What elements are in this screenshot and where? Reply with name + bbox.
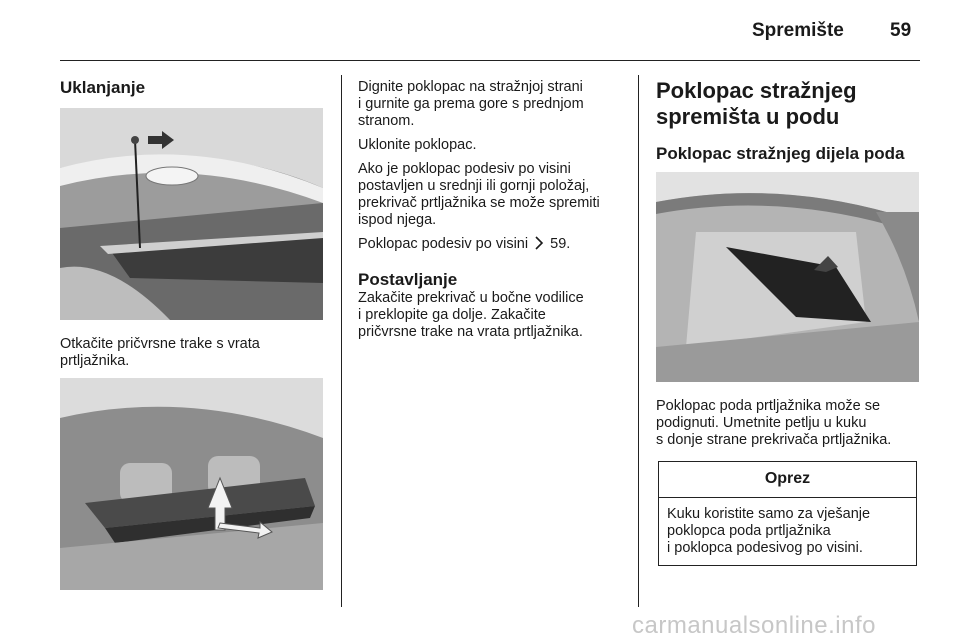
section-heading-removal: Uklanjanje xyxy=(60,78,146,97)
body-line: Ako je poklopac podesiv po visini xyxy=(358,161,571,177)
body-line: Dignite poklopac na stražnjoj strani xyxy=(358,79,583,95)
caption-line: prtljažnika. xyxy=(60,353,130,369)
body-line: s donje strane prekrivača prtljažnika. xyxy=(656,432,892,448)
caption-line: Otkačite pričvrsne trake s vrata xyxy=(60,336,260,352)
body-line: pričvrsne trake na vrata prtljažnika. xyxy=(358,324,583,340)
reference-page: 59. xyxy=(550,236,571,252)
column-divider-right xyxy=(638,75,639,607)
body-line: i gurnite ga prema gore s prednjom xyxy=(358,96,584,112)
body-line: ispod njega. xyxy=(358,212,437,228)
body-line: postavljen u srednji ili gornji položaj, xyxy=(358,178,590,194)
body-line: prekrivač prtljažnika se može spremiti xyxy=(358,195,600,211)
body-line: stranom. xyxy=(358,113,415,129)
body-line: Zakačite prekrivač u bočne vodilice xyxy=(358,290,584,306)
page-reference-arrow-icon xyxy=(534,236,544,255)
section-title-line: Poklopac stražnjeg xyxy=(656,78,857,103)
body-line-reference xyxy=(358,236,570,255)
figure-cover-removal xyxy=(60,378,323,590)
section-title-line: spremišta u podu xyxy=(656,104,840,129)
figure-tailgate-strap xyxy=(60,108,323,320)
body-line: Uklonite poklopac. xyxy=(358,137,477,153)
column-divider-left xyxy=(341,75,342,607)
caution-divider xyxy=(659,497,916,498)
body-line: i preklopite ga dolje. Zakačite xyxy=(358,307,546,323)
header-rule xyxy=(60,60,920,61)
caution-line: Kuku koristite samo za vješanje xyxy=(667,506,871,522)
caution-box xyxy=(658,461,917,566)
body-line: podignuti. Umetnite petlju u kuku xyxy=(656,415,867,431)
figure-floor-cover xyxy=(656,172,919,382)
watermark: carmanualsonline.info xyxy=(632,612,876,639)
caution-line: i poklopca podesivog po visini. xyxy=(667,540,863,556)
caution-title: Oprez xyxy=(764,470,811,487)
page-number: 59 xyxy=(890,20,912,41)
caution-line: poklopca poda prtljažnika xyxy=(667,523,831,539)
body-line: Poklopac poda prtljažnika može se xyxy=(656,398,881,414)
page-header-title: Spremište xyxy=(752,20,844,41)
section-heading-install: Postavljanje xyxy=(358,270,458,289)
reference-text: Poklopac podesiv po visini xyxy=(358,236,529,252)
subsection-heading: Poklopac stražnjeg dijela poda xyxy=(656,144,905,163)
caution-text xyxy=(667,506,912,557)
